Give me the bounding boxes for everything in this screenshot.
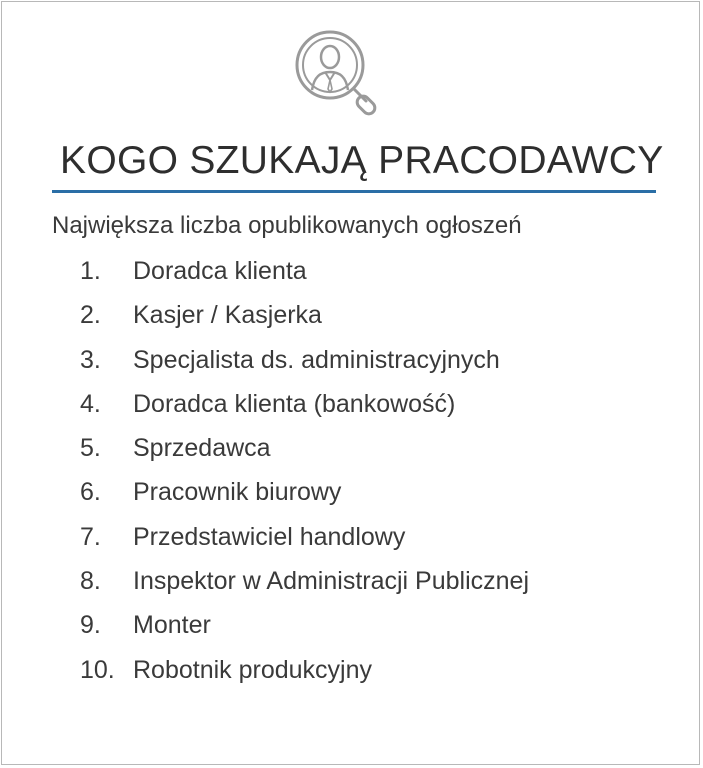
- list-item-label: Doradca klienta: [133, 257, 307, 285]
- list-item-number: 5.: [80, 434, 101, 463]
- list-item: [2, 608, 703, 652]
- card-frame: [1, 1, 700, 765]
- list-item-label: Specjalista ds. administracyjnych: [133, 345, 500, 374]
- list-item: [2, 564, 703, 608]
- page-title: KOGO SZUKAJĄ PRACODAWCY: [60, 139, 664, 182]
- person-search-icon: [292, 27, 382, 117]
- list-item-number: 2.: [80, 301, 101, 330]
- job-ranking-list: [2, 254, 703, 697]
- list-item-number: 6.: [80, 478, 101, 507]
- list-item: [2, 520, 703, 564]
- list-item-number: 8.: [80, 567, 101, 596]
- list-subtitle: Największa liczba opublikowanych ogłoszeń: [52, 212, 522, 239]
- list-item: [2, 431, 703, 475]
- list-item-number: 1.: [80, 257, 101, 285]
- list-item-label: Sprzedawca: [133, 434, 271, 463]
- list-item-number: 10.: [80, 655, 115, 684]
- list-item-label: Robotnik produkcyjny: [133, 655, 373, 684]
- list-item: [2, 653, 703, 697]
- list-item: [2, 475, 703, 519]
- list-item: [2, 254, 703, 298]
- list-item-label: Przedstawiciel handlowy: [133, 522, 406, 551]
- list-item-label: Monter: [133, 611, 211, 640]
- list-item-number: 3.: [80, 345, 101, 374]
- list-item: [2, 387, 703, 431]
- list-item-label: Doradca klienta (bankowość): [133, 389, 456, 418]
- list-item-label: Kasjer / Kasjerka: [133, 301, 322, 330]
- list-item-number: 9.: [80, 611, 101, 640]
- list-item: [2, 298, 703, 342]
- list-item-number: 7.: [80, 522, 101, 551]
- list-item-label: Inspektor w Administracji Publicznej: [133, 567, 529, 596]
- list-item: [2, 343, 703, 387]
- title-divider: [52, 190, 656, 193]
- list-item-label: Pracownik biurowy: [133, 478, 342, 507]
- list-item-number: 4.: [80, 389, 101, 418]
